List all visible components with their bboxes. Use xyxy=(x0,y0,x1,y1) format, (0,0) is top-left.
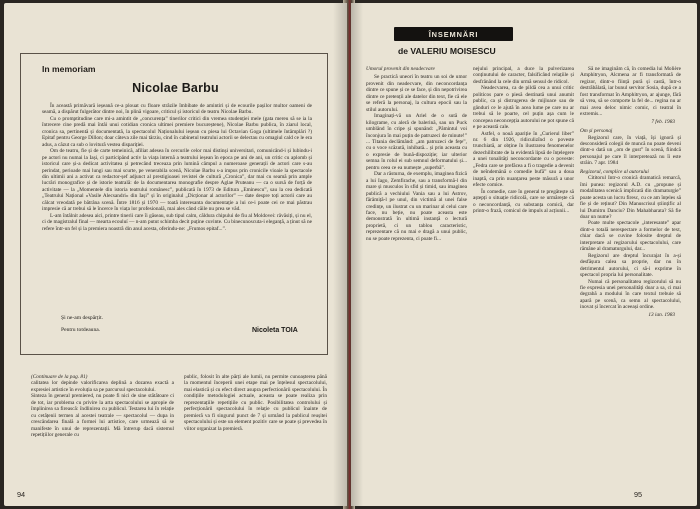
author-signature: Nicoleta TOIA xyxy=(252,327,298,334)
body-paragraph: L-am întâlnit adesea aici, printre tinerii care îi găseau, sub tipul calm, căldura chipului de fiu al Moldovei: râvăsiți, și nu el, ci de magistralul final — mearta ecouluí — n-am putut schimba decit puține cuvinte. Cu binecunoscuta-i eleganță, a ținut să ne refere într-un fel și la premiera noastră din anul acesta, oferindu-ne: „Frumos epitaf...”. xyxy=(42,212,312,232)
page-number-left: 94 xyxy=(17,490,26,499)
body-paragraph: nejului principal, a duce la pulverizarea conținutului de caracter, falsificând relațiile și desfrânând la cele din urmă sensul de ridicol. xyxy=(473,66,574,85)
body-paragraph: Regizorul are dreptul încurajat în a-și desfășura calea sa proprie, dar nu în detrimentul autorului, ci să-i exprime în spectacol propria lui personalitate. xyxy=(580,252,681,279)
column-banner xyxy=(394,27,513,48)
continuation-text: public, folosit în alte părți ale lumii, nu permite cunoașterea până la momentul începerii unei etape mai pe înțelesul spectacolului, mai elastică și cu efect direct asupra perfectionării spectacolului. În condițiile metodologiei actuale, aceasta se poate realiza prin reprezentațiile repetițiile cu public. Posibilitatea controlului și perfecționării spectacolului în relație cu publicul înainte de premieră va fi singurul punct de 7 și urmând la publicul reușitei spectacolului și este un element pozitiv care se poate și prevedea în viitor organizat la premieră. xyxy=(184,374,327,432)
left-page xyxy=(4,3,347,506)
right-page xyxy=(351,3,697,506)
continuation-header: (Continuare de la pag. 81) xyxy=(31,374,88,380)
body-paragraph: Imaginați-vă un Ariel de o sută de kilograme, cu aleră de balerină, sau un Puck umblând în cripe și spunând: „Pămintul voi înconjura în mai puțin de patruzeci de minute!” ... Titania declămând: „am patruzeci de fețe”, cu o voce scăzută, inhibată... și prin aceasta cu o expresie de bună-dispoziție; iar ulterior semna în rolul ei sub semnul deformatului și... pentru ceea ce ea numește „superbă”. xyxy=(366,113,467,171)
body-paragraph: Astfel, o nouă apariție în „Curierul liber” nr. 6 din 1926, ridiculizînd o poveste trunchiată, ar obține în ilustrarea fenomenelor dezechilibrate de la evidentă lipsă de înțelegere a unei tonalități neconcordante cu o poveste: „Fedra care se prefăcea a fi o tragedie a devenit de neîndemână o comedie bufă” sau a doua inaptă, ca prin nuanțarea peste măsură a unor efecte comice. xyxy=(473,130,574,189)
entry-date: 13 ian. 1983 xyxy=(648,311,675,318)
byline-prefix: de xyxy=(398,46,409,56)
continuation-column-2 xyxy=(184,374,327,432)
text-column-2 xyxy=(473,66,574,214)
text-column-1 xyxy=(366,66,467,242)
entry-date: 7 feb. 1983 xyxy=(651,118,675,125)
body-paragraph: Numai că personalitatea regizorului să nu fie expresia unei personalități doar a sa, ci mai degrabă a modului în care textul trebuie să apară pe scenă, ca semn al spectacolului, inovat și încercat în aceeași ordine. xyxy=(580,278,681,311)
section-label: In memoriam xyxy=(42,64,96,74)
continuation-column-1 xyxy=(31,374,174,439)
article-title: Nicolae Barbu xyxy=(132,81,219,95)
greeting-line xyxy=(61,315,103,333)
page-number-right: 95 xyxy=(634,490,643,499)
body-paragraph: Om de teatru, fie și de carte temeinică, afiliat adesea în cercurile celor mai distinși universitari, comunicând-i și lubindu-i pe actori nu numai la Iași, ci participând activ la viața internă a teatrului ieșean în epoca pe ani de ani, un critic cu aplomb și istoricul care și-a dedicat activitatea și petrecând treceaza prin lumină câmpul a numeroase generații de actori care s-au perindat, perioade mai lungi sau mai scurte, pe venerabila scenă, Nicolae Barbu s-a impus prin cronicile vioaie la spectacole din ultimii ani a activat ca redactor-șef adjunct al prestigioasei revistei de cultură „Cronica”, dar mai cu seamă prin ample lucrări monografice și de istorie teatrală: de la documentarea monografie despre Aglae Pruteanu — ca o sursă de forță de activitate — la „Momentele din istoria teatrului românesc”, publicată în 1973 de Editura „Eminescu”, sau la cea dedicată „Teatrului Național «Vasile Alecsandri» din Iași” și în originalul „Dicționar al actorilor” — date despre toți actorii care au călcat vreodată pe bătrâna scenă. Între 1816 și 1970 — toată interesanta documentație a lui ce-i poate cei ce mai păstrau impresie că ar trebui să le încerce în viața lor profesională, mai ales când căile nu prea se văd. xyxy=(42,148,312,213)
banner-text: ÎNSEMNĂRI CONTRADICTORII xyxy=(415,30,492,48)
byline-author: VALERIU MOISESCU xyxy=(410,46,496,56)
subheading: Umorul provenit din neadecvare xyxy=(366,66,435,72)
body-paragraph: Neadecvarea, ca de pildă cea a unui critic politicos pare o piesă destinată unui anumit public, ca și distrugerea de mijloace sau de gânduri ce le ajută în acea lume pe care nu ar trebui să le poarte, cel puțin așa cum le concepea neconcepția autorului ne pot spune că e pe această cale. xyxy=(473,85,574,131)
text-column-3 xyxy=(580,66,681,321)
body-paragraph: Regizorul care, în viață, își ignoră și desconsideră colegii de muncă nu poate deveni dintr-o dată un „om de gust” în scenă, fiindcă personajul pe care îl interpretează nu îi este străin. 7 apr. 1984 xyxy=(580,134,681,167)
subheading: Regizorul, complice al autorului xyxy=(580,168,649,175)
body-paragraph: Dar a răsturna, de exemplu, imaginea fizică a lui Iago, Zemfirache, sau a transformă-l din mare și musculos în sfid și timid, sau imaginea publică a vechiului Vania sau a lui Astrov, fărâmiță-l pe unul, din victimă al unei false credințe, un ilustrat cu un marinar al celui care face, nu beție, nu poate aceasta este demonstrată în ultimă instanță o lectură proprietă, ci un tablou caracteristic, reprezentare că nu mai e dragă a unui public, nu se poate reprezenta, ci poate fi... xyxy=(366,171,467,242)
body-paragraph: Se practică uneori în teatru un soi de umor provenit din neadecvare, din neconcordanța dintre ce spune și ce se face, și din nepotrivirea dintre ce pretenții ale datelor din text, fie că ele se referă la personaj, la cultura epocii sau la stilul autorului. xyxy=(366,74,467,113)
memoriam-body xyxy=(42,103,312,232)
closing-text: Pentru totdeauna. xyxy=(61,327,101,333)
body-paragraph: Cu o promptitudine care mi-a amintit de „concurența” tinerilor critici din vremea studenției mele (gata mereu să se ia la întrecere cine predă mai întâi unui cotidian cronica ultimei premiere bucureștene), Nicolae Barbu publica, în ziarul local, cronica sa, pertinentă și documentată, la spectacolul Naționalului ieșean cu piesa lui Octavian Goga (ultimele întâmplări ?) Epitaf pentru George Dillon; doar câteva zile mai târziu, cind în cabinetul teatrului actorii se delectau cu omagiul cald ce le era adus, a căzut ca sub o lovitură vestea dispariției. xyxy=(42,115,312,148)
continuation-text: calitatea lor depinde valorificarea deplină a dozarea exactă a expresiei artistice în evoluția sa pe parcursul spectacolului. Sinteza în general premiered, nu poate fi nici de sine stătătoare ci de tot, iar problema cu privire la arta spectacolului se apropie de împlinirea sa firească: îndlinirea cu publicul. Testarea lui în relație cu cetățenii termen al acestei teatrale — spectacolul — dupa in crescândarea finală a formei lui artistice, care urmează să se manifeste în unui de reprezentații. Mă întrerup dacă sistemul repetițiilor generale cu xyxy=(31,380,174,439)
body-paragraph: Poate multe spectacole „interesante” apar dintr-o totală nerespectare a formelor de text, chiar dacă se cuvine folosite dreptul de interpretare al regizorului spectacolului, care rămâne al dramaturgului, dar... xyxy=(580,220,681,253)
body-paragraph: Cititorul Intr-o cronică dramatică remarcă, îmi punea: regizorul A.D. cu „propune și modalitatea scenică implicată din dramaturgie” poate acesta un lucru firesc, cu ce am înțeles să fie și de reținut? Din Manuscrisul științific al lui Dumitru Danciu? Din Mahabharata? Să fie doar un nume? xyxy=(580,175,681,220)
byline xyxy=(398,46,496,56)
subheading: Om și personaj xyxy=(580,128,613,135)
body-paragraph: În comedie, care în general te pregătește să aștepți o situație ridicolă, care se urmărește că o neconcordanță, cu substanța comică, dar printr-o frază, comicul de impuls al acțiunii... xyxy=(473,188,574,214)
body-paragraph: În această primăvară ieșeană ce-a plouat cu floare străzile îmbibate de amintiri și de ecourile pașilor multor oameni de seamă, a dispărut fulgerător dintre noi, în plină vigoare, criticul și istoricul de teatru Nicolae Barbu. xyxy=(42,103,312,116)
greeting-text: Și ne-am despărțit. xyxy=(61,315,104,321)
body-paragraph: Să ne imaginăm că, în comedia lui Molière Amphitryon, Alcmena ar fi transformată de regizor, dintr-o ființă pură și castă, într-o destrăbălată, iar bunul servitor Sosia, după ce a fost transformat în Amphitryon, ar ajunge, fără să vrea, să se comporte la fel de... regina nu ar mai avea deloc nimic comic, ci teatral în extremis... xyxy=(580,66,681,118)
